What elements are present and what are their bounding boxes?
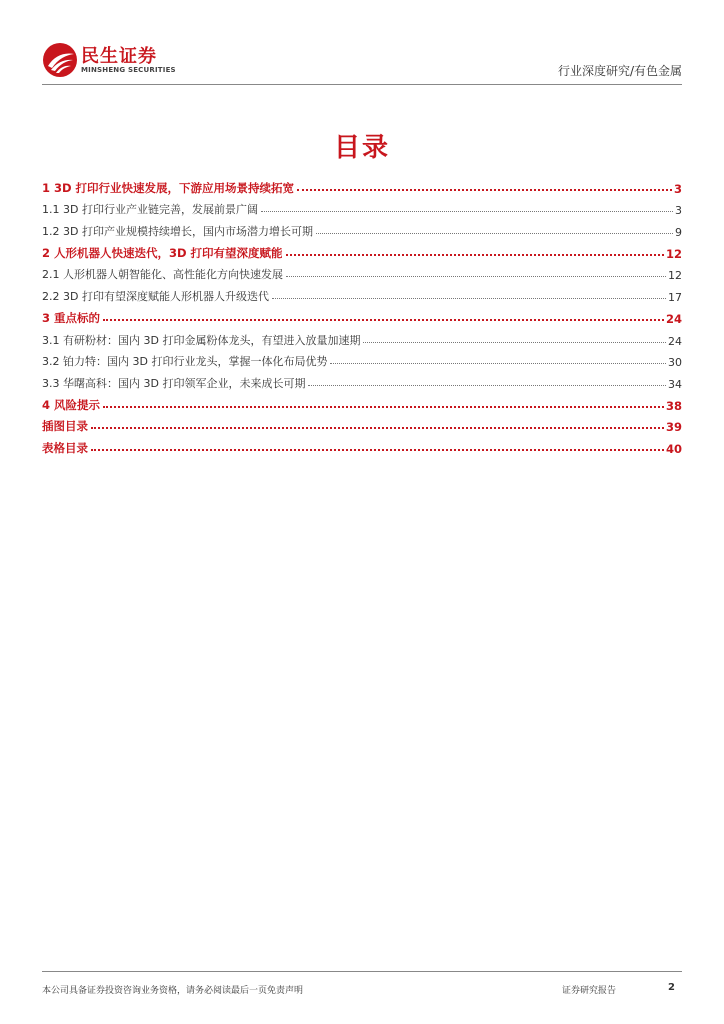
toc-entry-page: 12 — [665, 246, 682, 261]
toc-leader-dots — [363, 342, 666, 343]
toc-entry[interactable] — [42, 413, 682, 435]
logo-english-name: MINSHENG SECURITIES — [81, 66, 176, 74]
toc-entry-title: 2.2 3D 打印有望深度赋能人形机器人升级迭代 — [42, 290, 269, 304]
toc-entry[interactable] — [42, 391, 682, 413]
toc-entry-title: 2.1 人形机器人朝智能化、高性能化方向快速发展 — [42, 268, 283, 282]
toc-entry-title: 3.1 有研粉材：国内 3D 打印金属粉体龙头，有望进入放量加速期 — [42, 333, 361, 347]
company-logo — [42, 40, 182, 80]
toc-leader-dots — [91, 449, 664, 451]
toc-leader-dots — [286, 276, 666, 277]
toc-entry-title: 3.2 铂力特：国内 3D 打印行业龙头，掌握一体化布局优势 — [42, 355, 328, 369]
toc-entry[interactable] — [42, 304, 682, 326]
page-header — [42, 40, 682, 86]
header-divider — [42, 84, 682, 85]
footer-page-number: 2 — [668, 982, 675, 993]
toc-entry-title: 1 3D 打印行业快速发展，下游应用场景持续拓宽 — [42, 180, 295, 195]
toc-entry-page: 38 — [665, 398, 682, 413]
toc-entry-page: 17 — [668, 291, 682, 305]
toc-entry-title: 4 风险提示 — [42, 397, 101, 412]
toc-leader-dots — [297, 189, 672, 191]
toc-leader-dots — [330, 363, 666, 364]
logo-chinese-name: 民生证券 — [81, 46, 157, 67]
footer-disclaimer: 本公司具备证券投资咨询业务资格，请务必阅读最后一页免责声明 — [42, 986, 304, 996]
toc-leader-dots — [261, 211, 673, 212]
toc-entry-page: 39 — [665, 420, 682, 435]
minsheng-logo-icon — [42, 42, 78, 78]
toc-entry[interactable] — [42, 282, 682, 304]
toc-entry-title: 3.3 华曙高科：国内 3D 打印领军企业，未来成长可期 — [42, 376, 306, 390]
toc-entry[interactable] — [42, 348, 682, 370]
toc-leader-dots — [308, 385, 666, 386]
toc-entry-page: 34 — [668, 377, 682, 391]
toc-entry[interactable] — [42, 174, 682, 196]
toc-entry-page: 30 — [668, 356, 682, 370]
toc-entry-title: 1.1 3D 打印行业产业链完善，发展前景广阔 — [42, 203, 258, 217]
toc-leader-dots — [316, 233, 673, 234]
toc-entry-page: 3 — [673, 181, 682, 196]
toc-entry[interactable] — [42, 239, 682, 261]
toc-entry[interactable] — [42, 217, 682, 239]
toc-entry-page: 24 — [665, 311, 682, 326]
toc-entry-page: 40 — [665, 441, 682, 456]
toc-entry-title: 3 重点标的 — [42, 310, 101, 325]
toc-entry[interactable] — [42, 196, 682, 218]
toc-entry-title: 表格目录 — [42, 440, 88, 455]
toc-entry-title: 2 人形机器人快速迭代，3D 打印有望深度赋能 — [42, 245, 283, 260]
toc-leader-dots — [103, 406, 664, 408]
toc-entry[interactable] — [42, 261, 682, 283]
toc-entry[interactable] — [42, 326, 682, 348]
toc-entry[interactable] — [42, 369, 682, 391]
toc-entry-title: 插图目录 — [42, 419, 88, 434]
toc-leader-dots — [103, 319, 664, 321]
report-category: 行业深度研究/有色金属 — [557, 64, 682, 78]
toc-entry[interactable] — [42, 434, 682, 456]
toc-entry-title: 1.2 3D 打印产业规模持续增长，国内市场潜力增长可期 — [42, 225, 313, 239]
toc-entry-page: 3 — [675, 204, 682, 218]
toc-leader-dots — [286, 254, 664, 256]
footer-divider — [42, 971, 682, 972]
toc-leader-dots — [272, 298, 666, 299]
toc-title: 目录 — [333, 133, 390, 163]
toc-leader-dots — [91, 427, 664, 429]
toc-entry-page: 9 — [675, 226, 682, 240]
toc-entry-page: 12 — [668, 269, 682, 283]
toc-entry-page: 24 — [668, 334, 682, 348]
footer-report-type: 证券研究报告 — [562, 986, 617, 996]
table-of-contents — [42, 174, 682, 456]
